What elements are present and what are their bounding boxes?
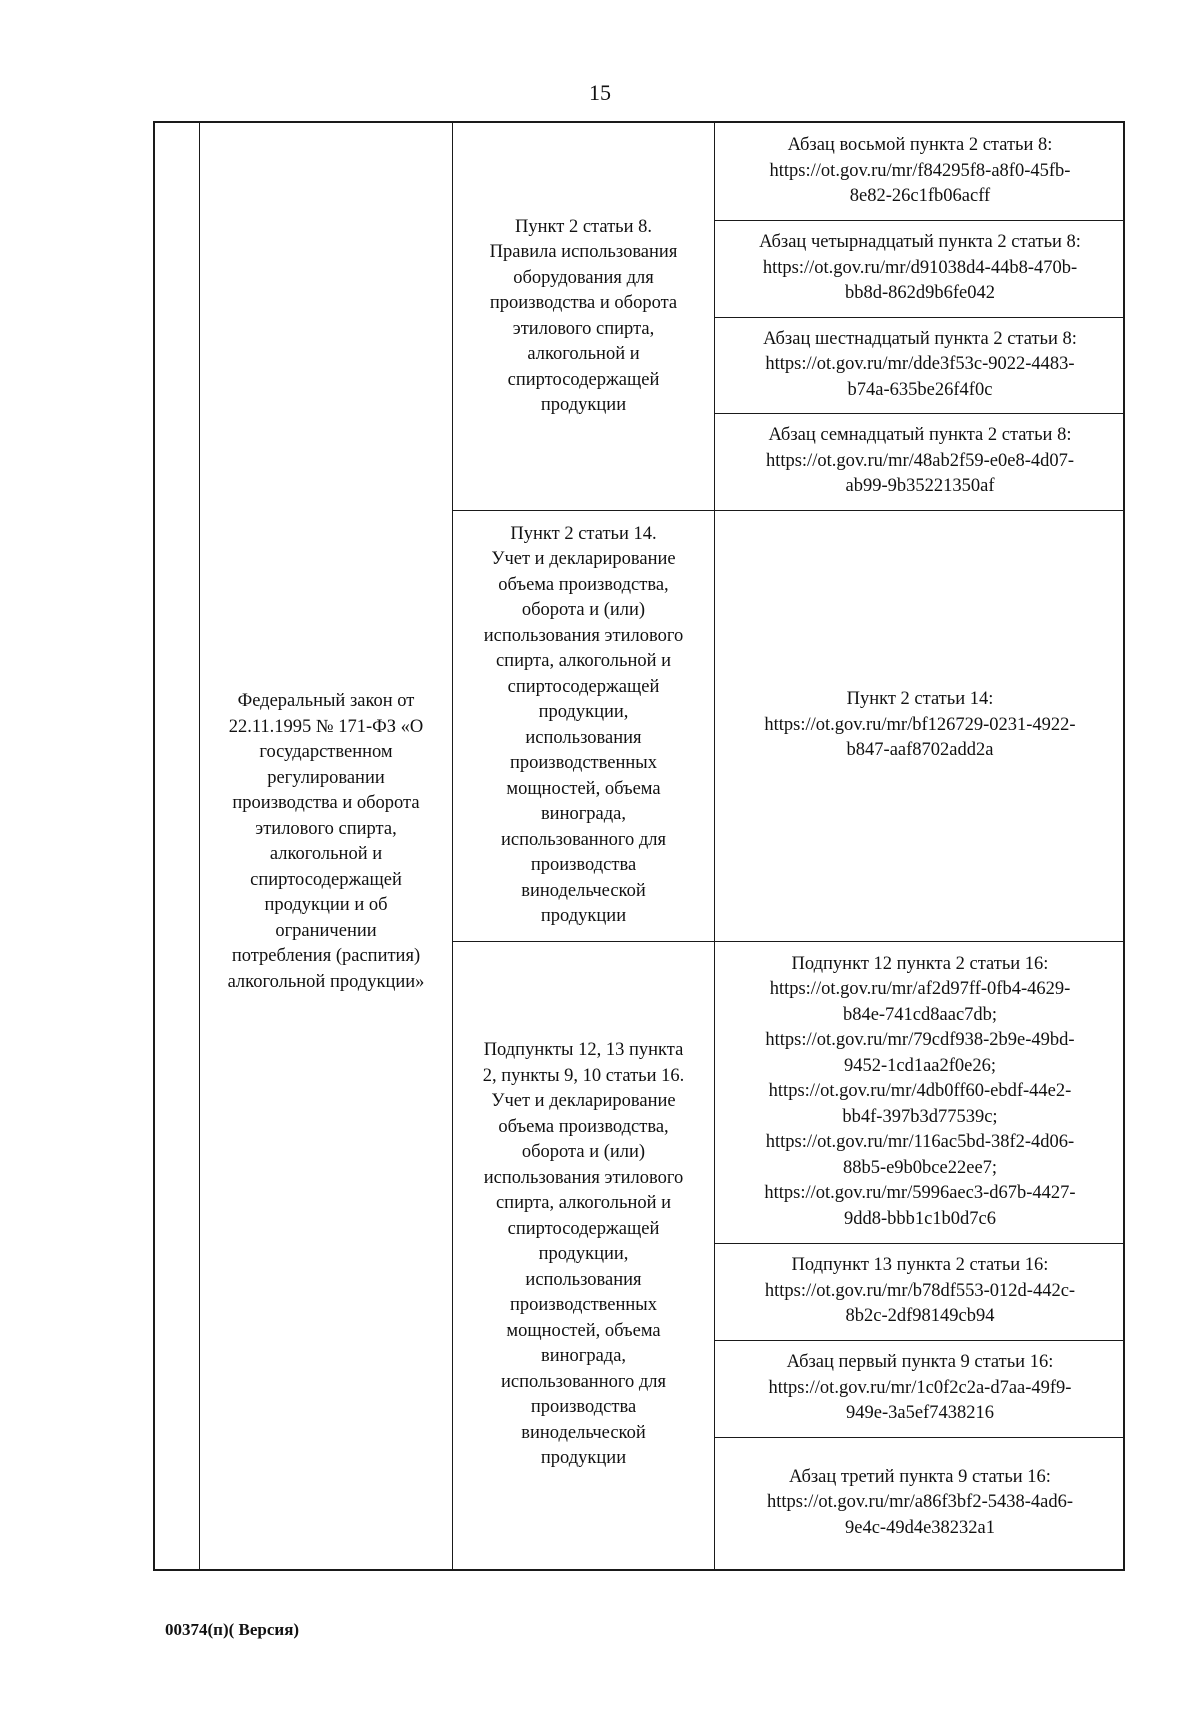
- link-cell: Абзац первый пункта 9 статьи 16: https://ot.gov.ru/mr/1c0f2c2a-d7aa-49f9- 949e-3a5ef7438216: [768, 1352, 1072, 1424]
- row-number-cell: [155, 123, 199, 1569]
- document-version: Версия): [234, 1620, 300, 1639]
- link-cell: Пункт 2 статьи 14: https://ot.gov.ru/mr/bf126729-0231-4922- b847-aaf8702add2a: [764, 689, 1076, 761]
- link-cell: Абзац восьмой пункта 2 статьи 8: https://ot.gov.ru/mr/f84295f8-a8f0-45fb- 8e82-26c1fb06acff: [769, 135, 1071, 207]
- link-cell: Абзац шестнадцатый пункта 2 статьи 8: https://ot.gov.ru/mr/dde3f53c-9022-4483- b74a-635be26f4f0c: [763, 328, 1077, 400]
- provision-cell: Пункт 2 статьи 8. Правила использования оборудования для производства и оборота этилового спирта, алкогольной и спиртосодержащей продукции: [489, 216, 678, 415]
- link-cell: Абзац семнадцатый пункта 2 статьи 8: https://ot.gov.ru/mr/48ab2f59-e0e8-4d07- ab99-9b35221350af: [765, 425, 1075, 497]
- regulation-table: [153, 121, 1125, 1571]
- link-cell: Абзац четырнадцатый пункта 2 статьи 8: https://ot.gov.ru/mr/d91038d4-44b8-470b- bb8d-862d9b6fe042: [759, 232, 1081, 304]
- provision-cell: Пункт 2 статьи 14. Учет и декларирование объема производства, оборота и (или) использования этилового спирта, алкогольной и спиртосодержащей продукции, использования производственных мощностей, объема винограда, использованного для производства винодельческой продукции: [483, 523, 684, 926]
- link-cell: Абзац третий пункта 9 статьи 16: https://ot.gov.ru/mr/a86f3bf2-5438-4ad6- 9e4c-49d4e38232a1: [766, 1466, 1074, 1538]
- page-number: 15: [589, 80, 611, 105]
- link-cell: Подпункт 13 пункта 2 статьи 16: https://ot.gov.ru/mr/b78df553-012d-442c- 8b2c-2df98149cb94: [764, 1255, 1076, 1327]
- document-code-number: 00374(п)(: [165, 1620, 235, 1639]
- provision-cell: Подпункты 12, 13 пункта 2, пункты 9, 10 статьи 16. Учет и декларирование объема производства, оборота и (или) использования этилового спирта, алкогольной и спиртосодержащей продукции, использования производственных мощностей, объема винограда, использованного для производства винодельческой продукции: [482, 1040, 685, 1469]
- law-name-cell: Федеральный закон от 22.11.1995 № 171-ФЗ «О государственном регулировании производства и оборота этилового спирта, алкогольной и спиртосодержащей продукции и об ограничении потребления (распития) алкогольной продукции»: [227, 691, 425, 992]
- document-code: [165, 1620, 299, 1640]
- link-cell: Подпункт 12 пункта 2 статьи 16: https://ot.gov.ru/mr/af2d97ff-0fb4-4629- b84e-741cd8aac7db; https://ot.gov.ru/mr/79cdf938-2b9e-49bd- 9452-1cd1aa2f0e26; https://ot.gov.ru/mr/4db0ff60-ebdf-44e2- bb4f-397b3d77539c; https://ot.gov.ru/mr/116ac5bd-38f2-4d06- 88b5-e9b0bce22ee7; https://ot.gov.ru/mr/5996aec3-d67b-4427- 9dd8-bbb1c1b0d7c6: [764, 953, 1076, 1229]
